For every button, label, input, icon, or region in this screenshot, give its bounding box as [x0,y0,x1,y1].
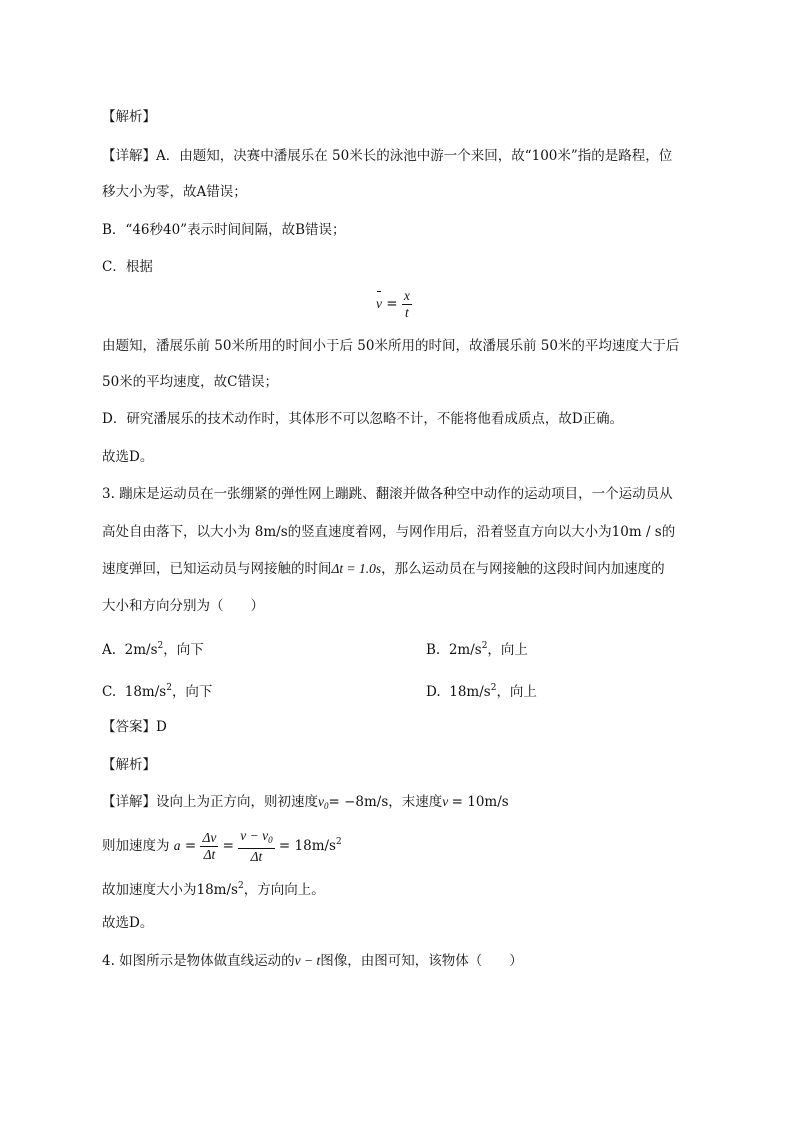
q4-stem: 4. 如图所示是物体做直线运动的v − t图像，由图可知，该物体（ ） [102,953,523,969]
q2-option-c-explanation-line2: 50米的平均速度，故C错误； [102,374,279,390]
initial-velocity: = −8m/s [328,794,389,810]
q2-analysis-tag: 【解析】 [102,109,156,125]
q3-option-a: A. $2m/s^2$，向下 [102,641,204,658]
q2-answer: 故选D。 [102,449,154,465]
formula-numerator: x [403,288,410,303]
acceleration-value: = 18m/s [278,838,336,854]
q3-analysis-tag: 【解析】 [102,757,156,773]
q3-option-b: B. $2m/s^2$，向上 [426,641,528,658]
q3-rebound-speed: 10m / s [611,524,662,540]
q2-option-c-intro: C．根据 [102,259,153,275]
q3-answer-tag: 【答案】D [102,719,167,735]
q3-option-c: C. $18m/s^2$，向下 [102,683,213,700]
q3-acceleration-formula: 则加速度为 a = $\frac{\Delta v}{\Delta t}$ = $\frac{v - v_0}{\Delta t}$ = $18m/s^2$ [102,828,342,864]
q3-answer: 故选D。 [102,915,154,931]
q3-stem-line3: 速度弹回，已知运动员与网接触的时间Δt = 1.0s，那么运动员在与网接触的这段时间内加速度的 [102,561,665,577]
q2-option-a-explanation-line1 [102,146,672,166]
formula-v-bar: v [376,294,382,314]
q3-stem-line4: 大小和方向分别为（ ） [102,598,264,614]
q3-conclusion: 故加速度大小为$18m/s^2$，方向向上。 [102,881,325,898]
formula-denominator: t [405,305,409,320]
q3-stem-line1: 3. 蹦床是运动员在一张绷紧的弹性网上蹦跳、翻滚并做各种空中动作的运动项目，一个运动员从 [102,486,673,502]
final-velocity: = 10m/s [451,794,509,810]
q2-a-text: A．由题知，决赛中潘展乐在 50米长的泳池中游一个来回，故“100米”指的是路程，位 [156,148,673,164]
q2-option-b-explanation: B．“46秒40”表示时间间隔，故B错误； [102,222,346,238]
q2-option-a-explanation-line2: 移大小为零，故A错误； [102,184,247,200]
q3-stem-line2: 高处自由落下，以大小为 8m/s的竖直速度着网，与网作用后，沿着竖直方向以大小为10m / s的 [102,524,676,540]
q2-detail-tag: 【详解】 [102,148,156,164]
q3-contact-time: Δt = 1.0s [331,561,382,576]
q3-option-d: D. $18m/s^2$，向上 [426,683,537,700]
q2-option-d-explanation: D．研究潘展乐的技术动作时，其体形不可以忽略不计，不能将他看成质点，故D正确。 [102,411,624,427]
average-velocity-formula: v = $\frac{x}{t}$ [376,288,410,320]
q2-option-c-explanation-line1: 由题知，潘展乐前 50米所用的时间小于后 50米所用的时间，故潘展乐前 50米的平均速度大于后 [102,338,680,354]
q3-detail-line: 【详解】设向上为正方向，则初速度$v_0= -8m/s$，末速度v = 10m/s [102,794,509,811]
